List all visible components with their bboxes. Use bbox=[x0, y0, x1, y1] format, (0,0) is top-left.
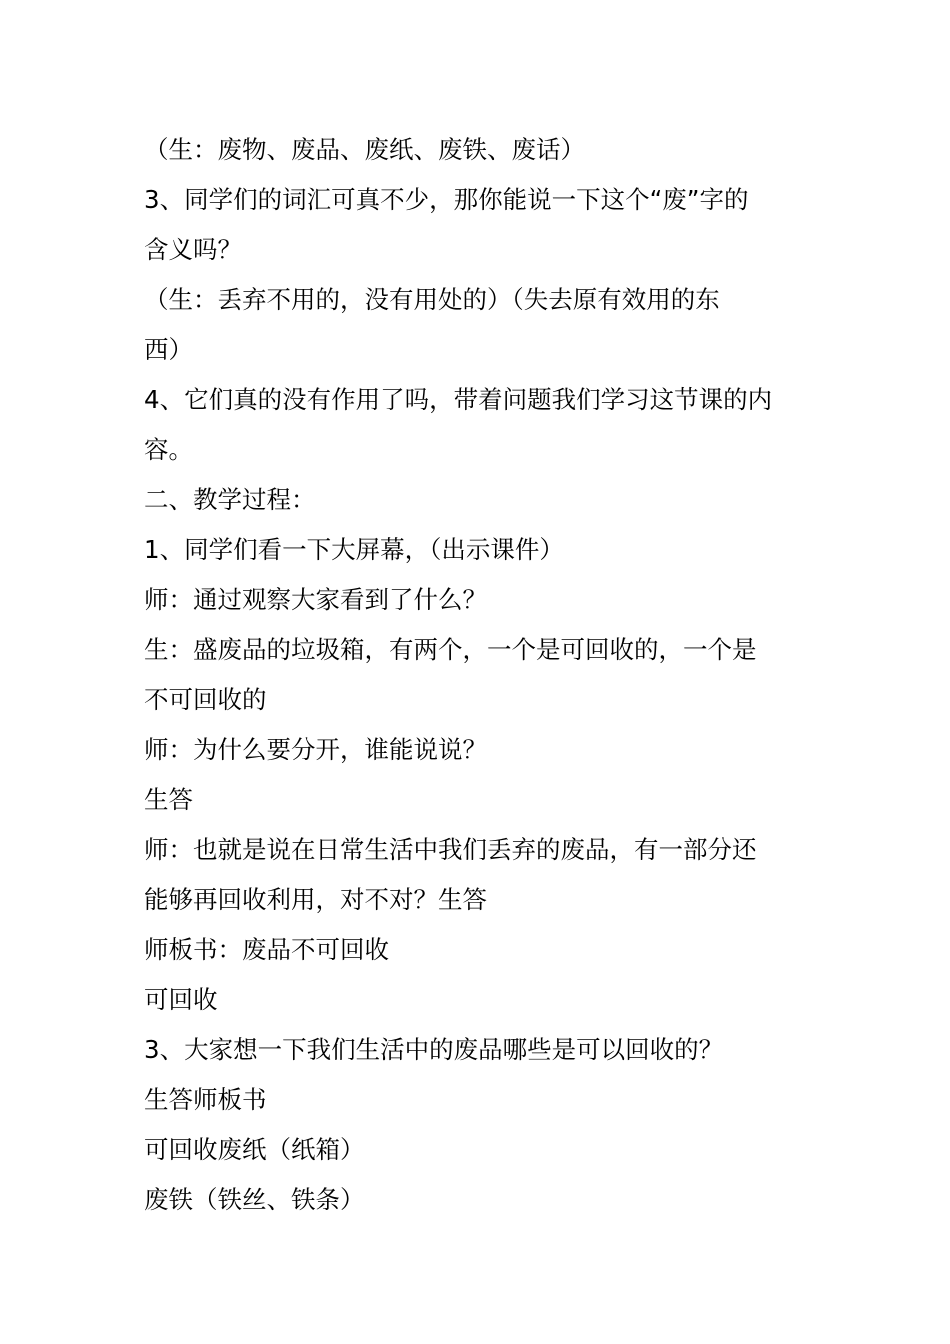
text-line: 师：也就是说在日常生活中我们丢弃的废品，有一部分还 bbox=[144, 835, 757, 864]
text-line: 师：通过观察大家看到了什么？ bbox=[144, 585, 487, 614]
text-line: 生：盛废品的垃圾箱，有两个，一个是可回收的，一个是 bbox=[144, 635, 757, 664]
text-line: 生答 bbox=[144, 785, 193, 814]
text-line: （生：废物、废品、废纸、废铁、废话） bbox=[144, 135, 585, 164]
text-line: 含义吗？ bbox=[144, 235, 242, 264]
document-body bbox=[144, 125, 814, 1225]
text-line: 可回收 bbox=[144, 985, 218, 1014]
text-line: 生答师板书 bbox=[144, 1085, 267, 1114]
text-line: 师：为什么要分开，谁能说说？ bbox=[144, 735, 487, 764]
text-line: 1、同学们看一下大屏幕，（出示课件） bbox=[144, 535, 564, 564]
text-line: 4、它们真的没有作用了吗，带着问题我们学习这节课的内 bbox=[144, 385, 773, 414]
text-line: 能够再回收利用，对不对？生答 bbox=[144, 885, 487, 914]
text-line: 3、大家想一下我们生活中的废品哪些是可以回收的？ bbox=[144, 1035, 724, 1064]
text-line: 废铁（铁丝、铁条） bbox=[144, 1185, 365, 1214]
text-line: 3、同学们的词汇可真不少，那你能说一下这个“废”字的 bbox=[144, 185, 749, 214]
text-line: 容。 bbox=[144, 435, 193, 464]
text-line: 不可回收的 bbox=[144, 685, 267, 714]
section-heading: 二、教学过程： bbox=[144, 485, 316, 514]
text-line: 西） bbox=[144, 335, 193, 364]
text-line: 可回收废纸（纸箱） bbox=[144, 1135, 365, 1164]
text-line: 师板书：废品不可回收 bbox=[144, 935, 389, 964]
text-line: （生：丢弃不用的，没有用处的）（失去原有效用的东 bbox=[144, 285, 720, 314]
